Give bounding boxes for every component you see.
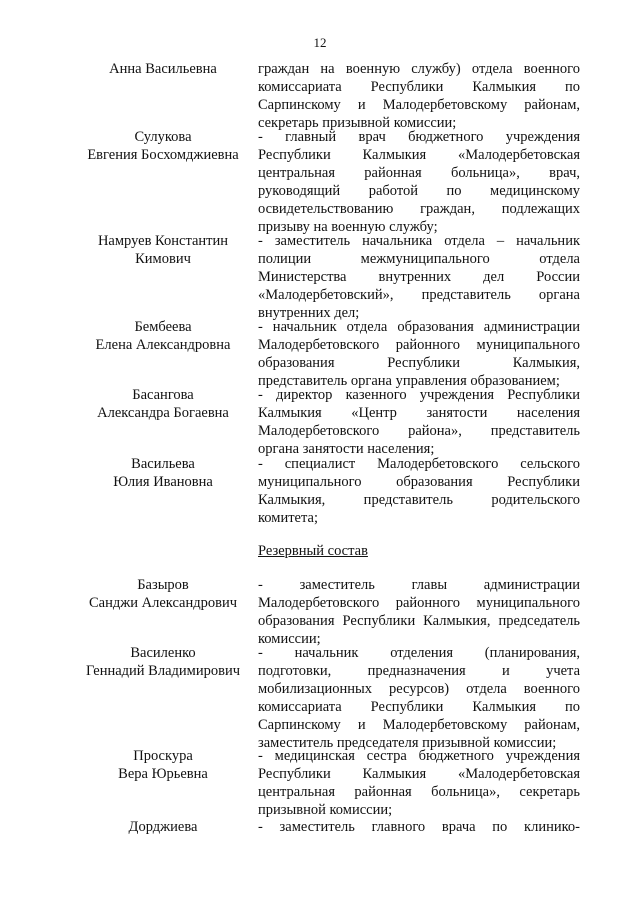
description-line: Сарпинскому и Малодербетовскому районам, (258, 717, 580, 733)
name-line: Базыров (137, 577, 189, 593)
member-name (78, 386, 248, 422)
description-line: мобилизационных ресурсов) отдела военного (258, 681, 580, 697)
reserve-section-title (258, 542, 580, 560)
name-line: Проскура (133, 748, 193, 764)
description-line: центральная районная больница», врач, (258, 165, 580, 181)
description-line: внутренних дел; (258, 305, 360, 321)
reserve-title-text: Резервный состав (258, 543, 368, 559)
member-description (258, 747, 580, 819)
description-line: - директор казенного учреждения Республики (258, 387, 580, 403)
name-line: Намруев Константин (97, 233, 229, 249)
member-name (78, 318, 248, 354)
description-line: Малодербетовского района», представитель (258, 423, 580, 439)
description-line: центральная районная больница», секретарь (258, 784, 580, 800)
description-line: - главный врач бюджетного учреждения (258, 129, 580, 145)
name-line: Сулукова (134, 129, 192, 145)
description-line: Калмыкия «Центр занятости населения (258, 405, 580, 421)
description-line: граждан на военную службу) отдела военного (258, 61, 580, 77)
member-description (258, 128, 580, 236)
description-line: - заместитель начальника отдела – начальник (258, 233, 580, 249)
member-description (258, 576, 580, 648)
name-line: Санджи Александрович (88, 595, 238, 611)
member-description (258, 644, 580, 752)
description-line: заместитель председателя призывной комиссии; (258, 735, 557, 751)
name-line: Евгения Босхомджиевна (87, 147, 239, 163)
description-line: - медицинская сестра бюджетного учреждения (258, 748, 580, 764)
member-name (78, 128, 248, 164)
description-line: подготовки, предназначения и учета (258, 663, 580, 679)
description-line: Малодербетовского районного муниципального (258, 595, 580, 611)
member-description (258, 318, 580, 390)
name-line: Дорджиева (128, 819, 198, 835)
description-line: муниципального образования Республики (258, 474, 580, 490)
member-description (258, 232, 580, 322)
name-line: Анна Васильевна (109, 61, 217, 77)
name-line: Бембеева (134, 319, 192, 335)
description-line: - начальник отделения (планирования, (258, 645, 580, 661)
description-line: «Малодербетовский», представитель органа (258, 287, 580, 303)
member-description (258, 60, 580, 132)
description-line: комитета; (258, 510, 318, 526)
name-line: Вера Юрьевна (118, 766, 208, 782)
description-line: Калмыкия, представитель родительского (258, 492, 580, 508)
description-line: - начальник отдела образования администрации (258, 319, 580, 335)
member-name (78, 818, 248, 836)
member-name (78, 232, 248, 268)
description-line: призывной комиссии; (258, 802, 393, 818)
description-line: комиссариата Республики Калмыкия по (258, 79, 580, 95)
description-line: полиции межмуниципального отдела (258, 251, 580, 267)
name-line: Юлия Ивановна (113, 474, 213, 490)
description-line: - заместитель главы администрации (258, 577, 580, 593)
member-name (78, 60, 248, 78)
member-description (258, 386, 580, 458)
page-number: 12 (313, 35, 327, 50)
description-line: Республики Калмыкия «Малодербетовская (258, 766, 580, 782)
description-line: Министерства внутренних дел России (258, 269, 580, 285)
member-name (78, 455, 248, 491)
member-description (258, 455, 580, 527)
description-line: руководящий работой по медицинскому (258, 183, 580, 199)
member-description (258, 818, 580, 836)
description-line: освидетельствованию граждан, подлежащих (258, 201, 580, 217)
description-line: - заместитель главного врача по клинико- (258, 819, 580, 835)
description-line: образования Республики Калмыкия, (258, 355, 580, 371)
member-name (78, 644, 248, 680)
description-line: Сарпинскому и Малодербетовскому районам, (258, 97, 580, 113)
description-line: комиссии; (258, 631, 321, 647)
description-line: комиссариата Республики Калмыкия по (258, 699, 580, 715)
description-line: Республики Калмыкия «Малодербетовская (258, 147, 580, 163)
member-name (78, 576, 248, 612)
member-name (78, 747, 248, 783)
description-line: Малодербетовского районного муниципального (258, 337, 580, 353)
description-line: представитель органа управления образованием; (258, 373, 560, 389)
name-line: Александра Богаевна (97, 405, 229, 421)
name-line: Кимович (135, 251, 191, 267)
name-line: Василенко (130, 645, 196, 661)
name-line: Басангова (132, 387, 194, 403)
name-line: Геннадий Владимирович (85, 663, 240, 679)
name-line: Васильева (131, 456, 195, 472)
description-line: секретарь призывной комиссии; (258, 115, 457, 131)
description-line: призыву на военную службу; (258, 219, 438, 235)
description-line: органа занятости населения; (258, 441, 435, 457)
name-line: Елена Александровна (95, 337, 231, 353)
description-line: образования Республики Калмыкия, председатель (258, 613, 580, 629)
description-line: - специалист Малодербетовского сельского (258, 456, 580, 472)
